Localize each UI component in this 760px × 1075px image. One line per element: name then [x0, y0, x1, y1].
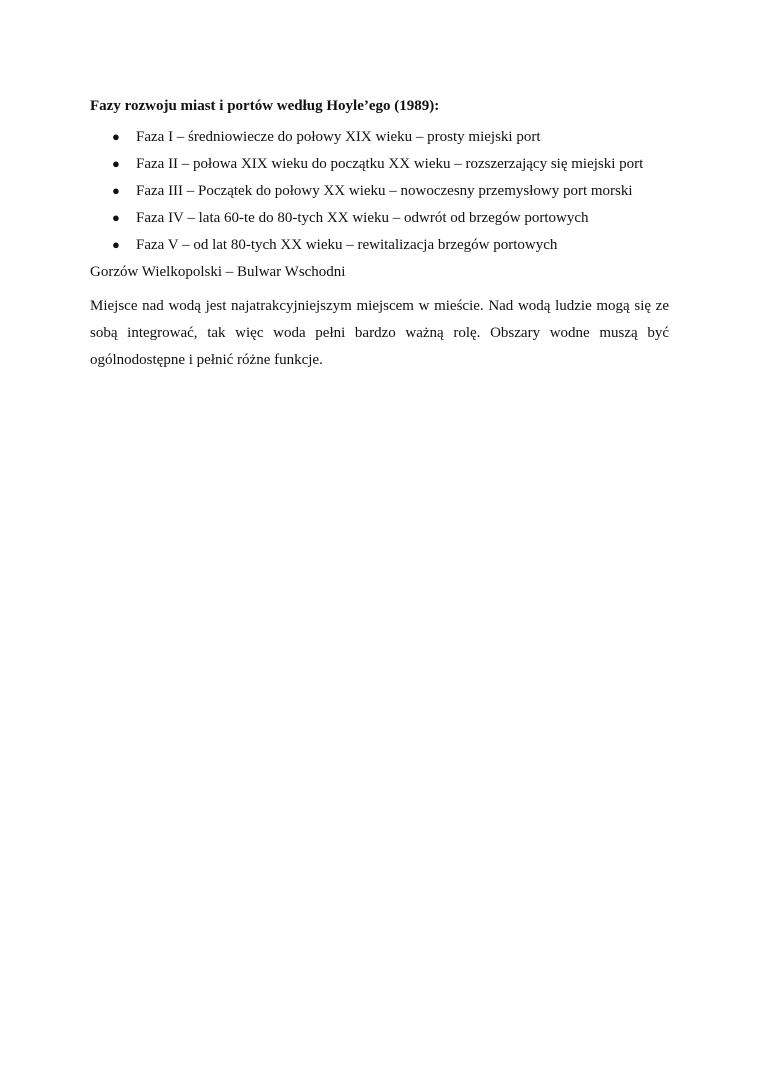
list-item	[90, 154, 669, 174]
document-content	[90, 96, 669, 374]
list-item	[90, 208, 669, 228]
bullet-icon: ●	[112, 156, 120, 171]
list-item-text: Faza III – Początek do połowy XX wieku – nowoczesny przemysłowy port morski	[136, 183, 633, 199]
list-item-text: Faza V – od lat 80-tych XX wieku – rewitalizacja brzegów portowych	[136, 237, 558, 253]
bullet-icon: ●	[112, 129, 120, 144]
subtitle: Gorzów Wielkopolski – Bulwar Wschodni	[90, 264, 346, 280]
list-item-text: Faza I – średniowiecze do połowy XIX wieku – prosty miejski port	[136, 129, 541, 145]
list-item-text: Faza II – połowa XIX wieku do początku XX wieku – rozszerzający się miejski port	[136, 156, 644, 172]
list-item	[90, 181, 669, 201]
phases-list	[90, 127, 669, 255]
bullet-icon: ●	[112, 183, 120, 198]
list-item	[90, 127, 669, 147]
bullet-icon: ●	[112, 210, 120, 225]
bullet-icon: ●	[112, 237, 120, 252]
list-item	[90, 235, 669, 255]
list-item-text: Faza IV – lata 60-te do 80-tych XX wieku – odwrót od brzegów portowych	[136, 210, 589, 226]
body-paragraph: Miejsce nad wodą jest najatrakcyjniejszym miejscem w mieście. Nad wodą ludzie mogą się ze sobą integrować, tak więc woda pełni bardzo ważną rolę. Obszary wodne muszą być ogólnodostępne i pełnić różne funkcje.	[90, 298, 669, 368]
section-heading: Fazy rozwoju miast i portów według Hoyle’ego (1989):	[90, 98, 440, 114]
